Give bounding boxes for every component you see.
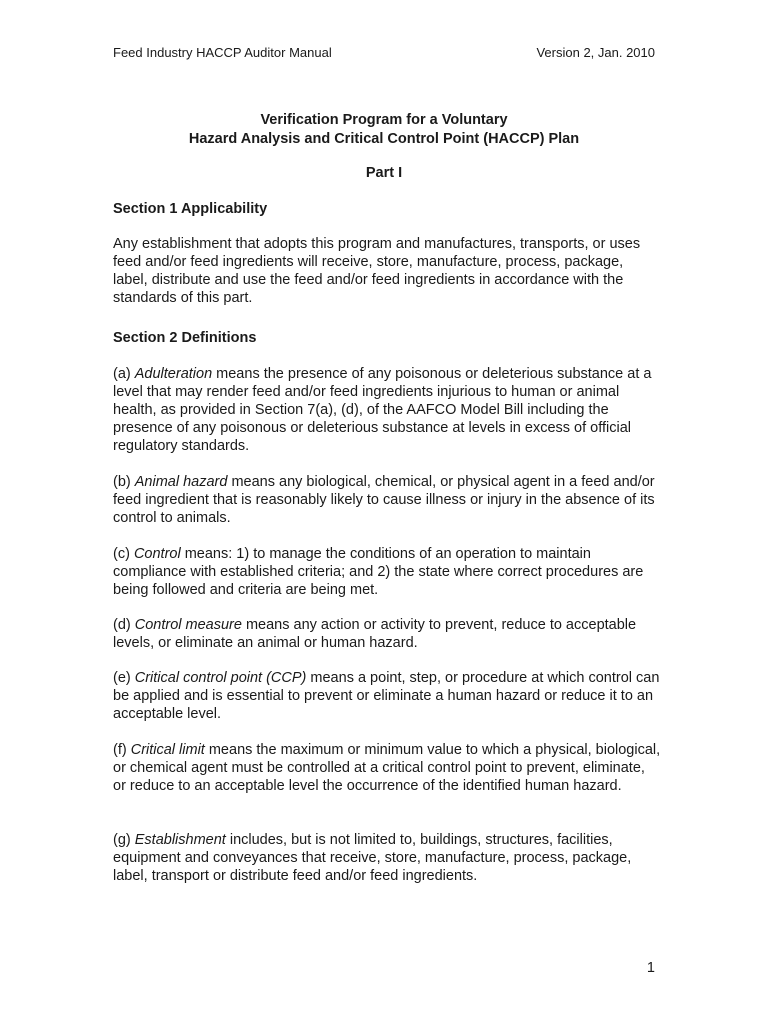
definition-term: Control measure — [134, 617, 242, 633]
definition-term: Critical limit — [130, 742, 205, 758]
definition-term: Animal hazard — [134, 474, 228, 490]
header-manual-title: Feed Industry HACCP Auditor Manual — [113, 45, 332, 60]
definition-d — [113, 616, 661, 652]
definition-term: Control — [133, 546, 181, 562]
title-line-1: Verification Program for a Voluntary — [260, 112, 508, 128]
header-version: Version 2, Jan. 2010 — [536, 45, 655, 60]
part-heading: Part I — [365, 165, 403, 181]
definition-term: Establishment — [134, 832, 226, 848]
definition-b — [113, 473, 661, 527]
definition-prefix: (c) — [113, 546, 134, 562]
definition-a — [113, 365, 661, 455]
definition-prefix: (a) — [113, 366, 135, 382]
definition-text: means: 1) to manage the conditions of an operation to maintain compliance with established criteria; and 2) the state where correct procedures are being followed and criteria are being met. — [113, 546, 644, 598]
definition-prefix: (g) — [113, 832, 135, 848]
definition-f — [113, 741, 661, 795]
definition-term: Adulteration — [134, 366, 213, 382]
definition-text: means the maximum or minimum value to which a physical, biological, or chemical agent must be controlled at a critical control point to prevent, eliminate, or reduce to an acceptable level the occurrence of the identified human hazard. — [113, 742, 661, 794]
document-title — [0, 111, 768, 149]
definition-e — [113, 669, 661, 723]
definition-g — [113, 831, 661, 885]
definition-c — [113, 545, 661, 599]
section-1-body: Any establishment that adopts this program and manufactures, transports, or uses feed and/or feed ingredients will receive, store, manufacture, process, package, label, distribute and use the feed and/or feed ingredients in accordance with the standards of this part. — [113, 236, 641, 306]
definition-text: includes, but is not limited to, buildings, structures, facilities, equipment and conveyances that receive, store, manufacture, process, package, label, transport or distribute feed and/or feed ingredients. — [113, 832, 632, 884]
definition-text: means any biological, chemical, or physical agent in a feed and/or feed ingredient that is reasonably likely to cause illness or injury in the absence of its control to animals. — [113, 474, 655, 526]
title-line-2: Hazard Analysis and Critical Control Point (HACCP) Plan — [188, 131, 580, 147]
definition-prefix: (f) — [113, 742, 131, 758]
section-2-heading: Section 2 Definitions — [113, 330, 257, 346]
page-number: 1 — [646, 960, 655, 976]
definition-prefix: (b) — [113, 474, 135, 490]
definition-text: means any action or activity to prevent, reduce to acceptable levels, or eliminate an animal or human hazard. — [113, 617, 637, 651]
definition-text: means the presence of any poisonous or deleterious substance at a level that may render feed and/or feed ingredients injurious to human or animal health, as provided in Section 7(a), (d), of the AAFCO Model Bill including the presence of any poisonous or deleterious substance at levels in excess of official regulatory standards. — [113, 366, 652, 454]
definition-term: Critical control point (CCP) — [134, 670, 307, 686]
definition-prefix: (d) — [113, 617, 135, 633]
definition-prefix: (e) — [113, 670, 135, 686]
definition-text: means a point, step, or procedure at which control can be applied and is essential to prevent or eliminate a human hazard or reduce it to an acceptable level. — [113, 670, 660, 722]
section-1-heading: Section 1 Applicability — [113, 201, 268, 217]
